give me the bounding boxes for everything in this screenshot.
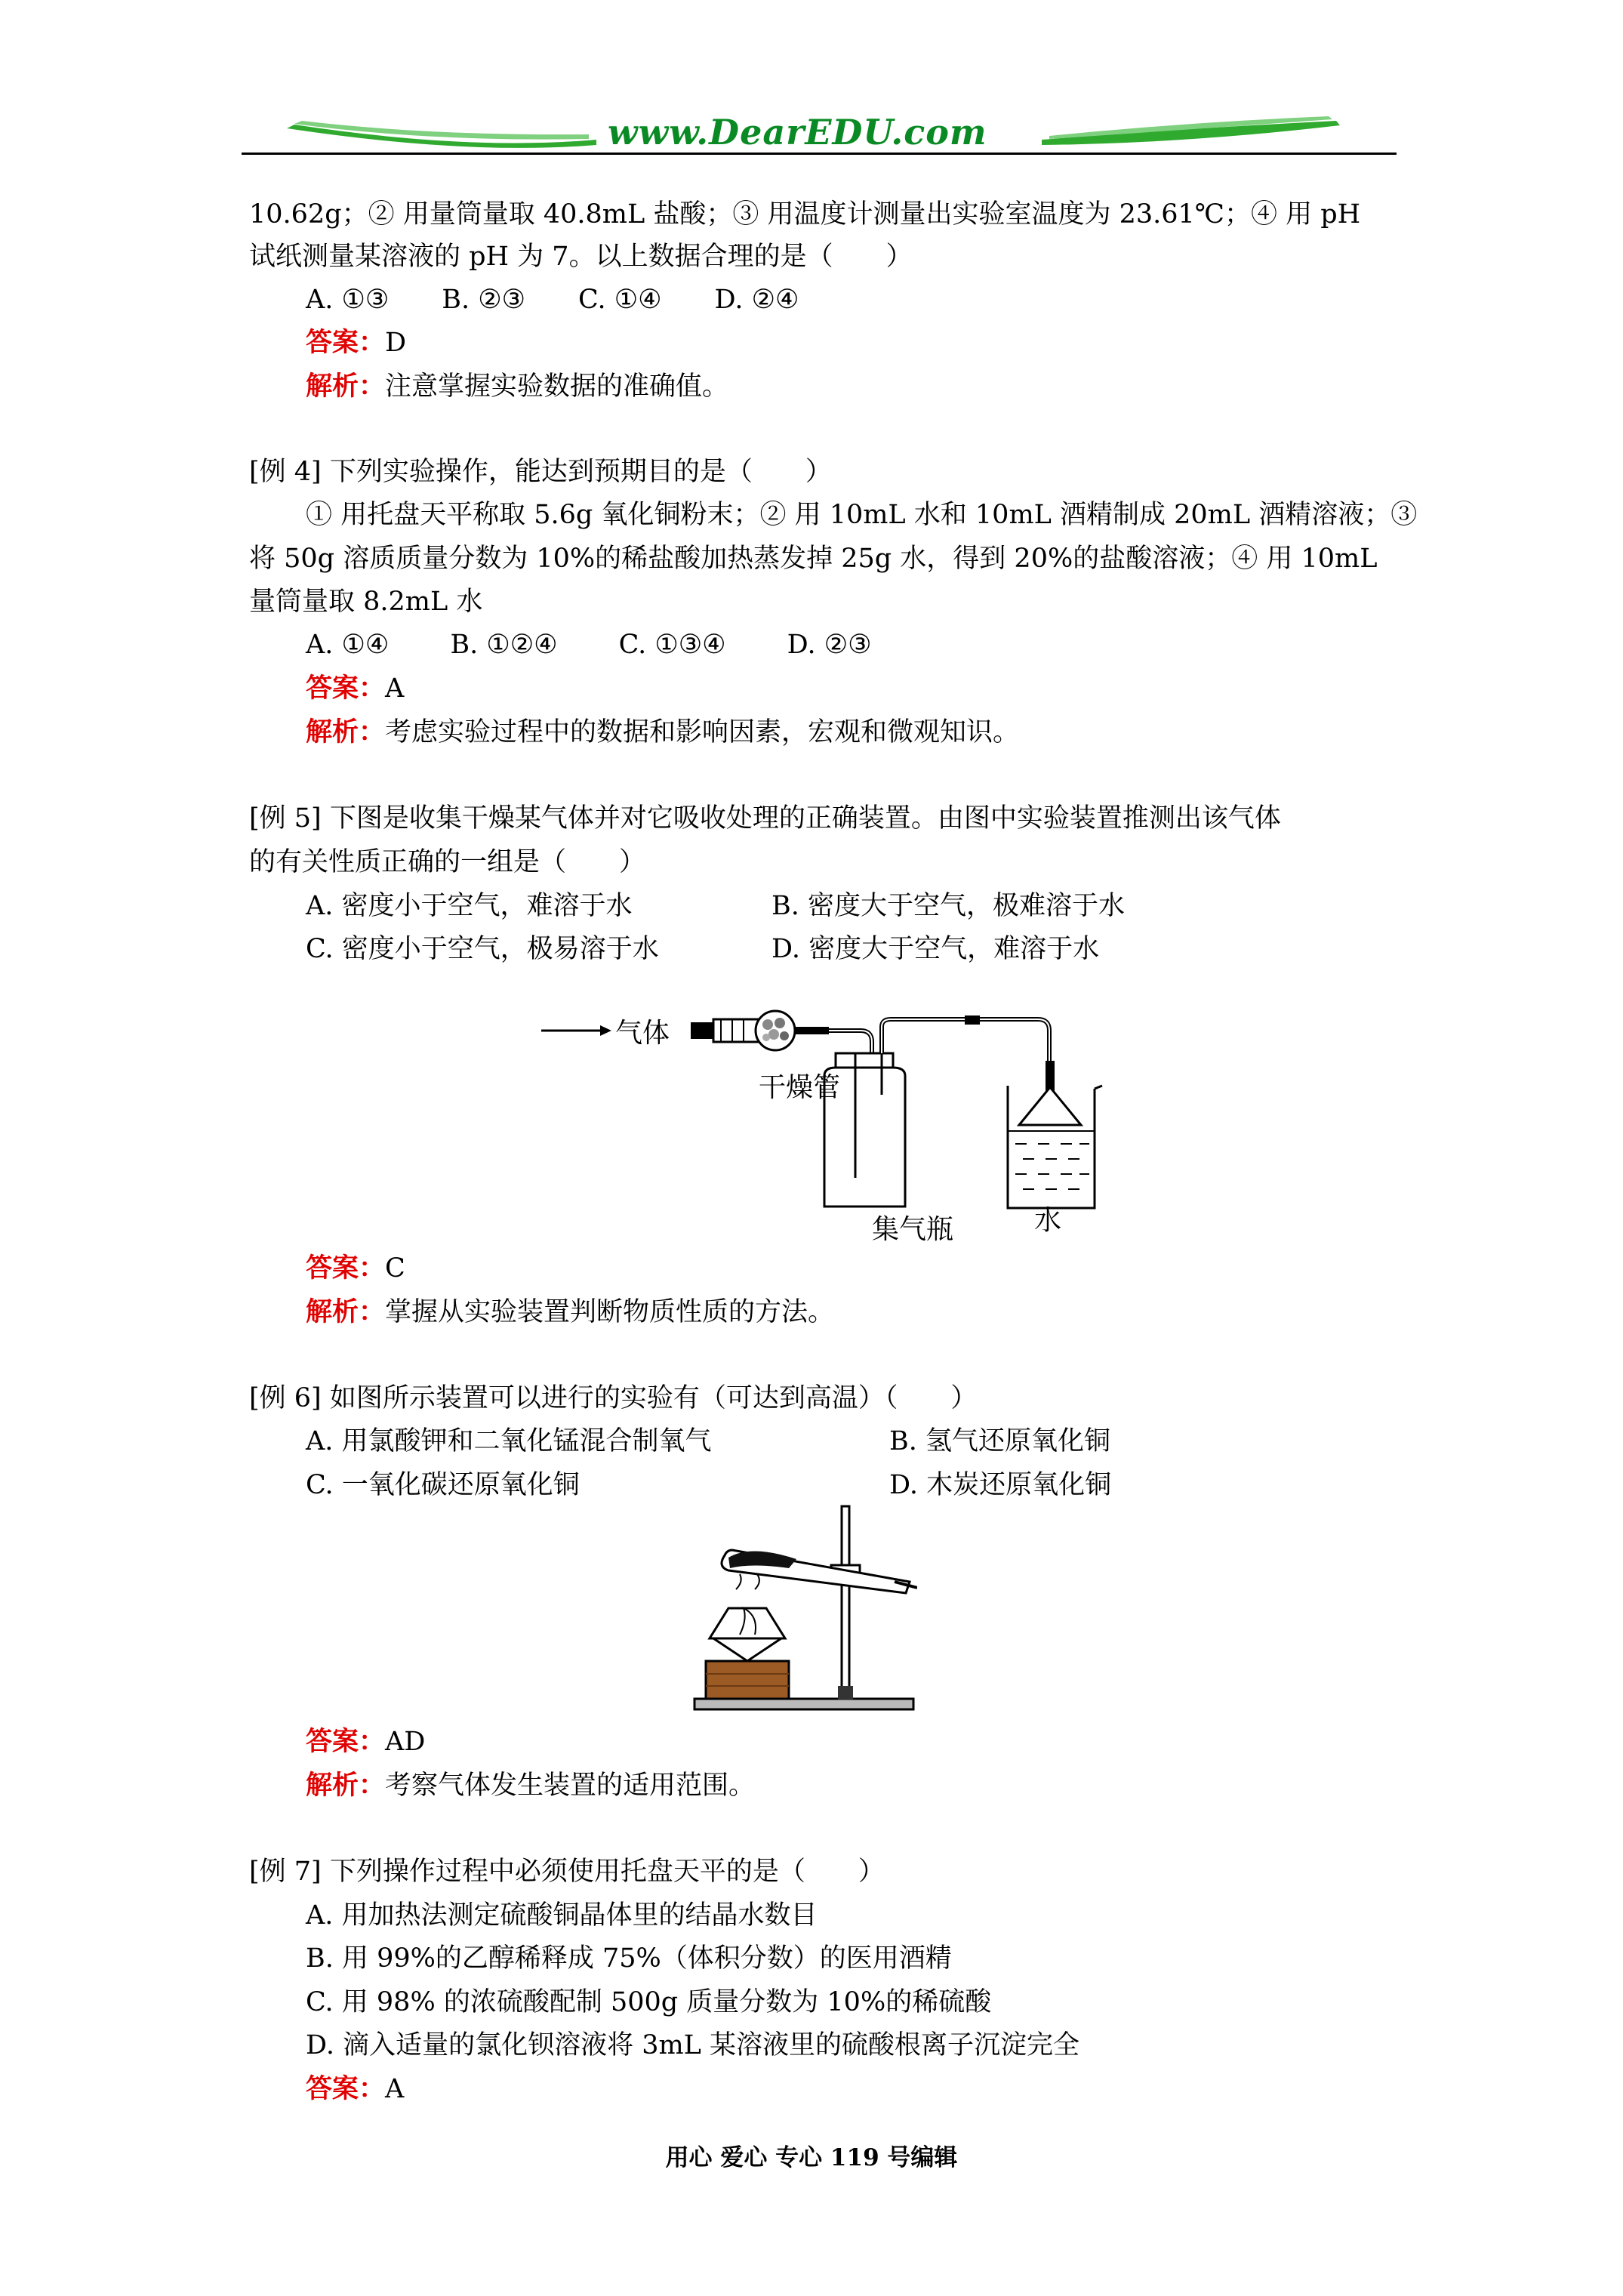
ex4-body-1: ① 用托盘天平称取 5.6g 氧化铜粉末；② 用 10mL 水和 10mL 酒精制成 20mL 酒精溶液；③ [306,500,1418,530]
answer-value: A [385,673,405,704]
fig-label-water: 水 [1034,1205,1062,1236]
ex5-title-2: 的有关性质正确的一组是（ ） [249,847,646,877]
ex5-apparatus-figure [540,989,1129,1246]
header-rule [242,153,1397,155]
analysis-label: 解析： [306,371,386,402]
ex5-analysis [306,1296,834,1329]
ex4-options: A. ①④ B. ①②④ C. ①③④ D. ②③ [306,630,872,660]
ex5-option-b: B. 密度大于空气，极难溶于水 [771,891,1125,921]
analysis-label: 解析： [306,1770,386,1801]
header-brand: www.DearEDU.com [608,112,987,153]
analysis-value: 考察气体发生装置的适用范围。 [385,1771,756,1801]
fig-label-drying-tube: 干燥管 [759,1072,841,1103]
analysis-label: 解析： [306,717,386,747]
ex6-title: [例 6] 如图所示装置可以进行的实验有（可达到高温）（ ） [249,1383,978,1413]
ex6-option-b: B. 氢气还原氧化铜 [889,1426,1110,1456]
answer-label: 答案： [306,327,386,358]
ex4-analysis [306,716,1019,749]
ex7-option-a: A. 用加热法测定硫酸铜晶体里的结晶水数目 [306,1900,818,1931]
ex6-answer [306,1725,425,1758]
ex4-body-2: 将 50g 溶质质量分数为 10%的稀盐酸加热蒸发掉 25g 水，得到 20%的盐酸溶液；④ 用 10mL [249,544,1378,574]
ex4-answer [306,672,404,705]
analysis-value: 注意掌握实验数据的准确值。 [385,371,729,402]
ex6-option-c: C. 一氧化碳还原氧化铜 [306,1470,580,1500]
ex7-option-b: B. 用 99%的乙醇稀释成 75%（体积分数）的医用酒精 [306,1943,952,1974]
answer-value: AD [385,1727,426,1757]
analysis-value: 掌握从实验装置判断物质性质的方法。 [385,1297,835,1327]
ex6-heating-apparatus-figure [691,1499,917,1718]
ex5-title: [例 5] 下图是收集干燥某气体并对它吸收处理的正确装置。由图中实验装置推测出该气体 [249,803,1281,834]
ex7-answer [306,2073,404,2106]
cont-options: A. ①③ B. ②③ C. ①④ D. ②④ [306,285,799,315]
cont-line-2: 试纸测量某溶液的 pH 为 7。以上数据合理的是（ ） [249,242,913,272]
ex6-option-d: D. 木炭还原氧化铜 [889,1470,1112,1500]
cont-line-1: 10.62g；② 用量筒量取 40.8mL 盐酸；③ 用温度计测量出实验室温度为 23.61℃；④ 用 pH [249,199,1361,230]
analysis-value: 考虑实验过程中的数据和影响因素，宏观和微观知识。 [385,717,1020,747]
ex5-option-d: D. 密度大于空气，难溶于水 [771,934,1100,964]
ex4-title: [例 4] 下列实验操作，能达到预期目的是（ ） [249,457,832,487]
answer-label: 答案： [306,1253,386,1284]
fig-label-bottle: 集气瓶 [872,1214,954,1245]
analysis-label: 解析： [306,1296,386,1327]
cont-analysis [306,370,728,403]
answer-label: 答案： [306,2073,386,2104]
ex6-option-a: A. 用氯酸钾和二氧化锰混合制氧气 [306,1426,712,1456]
ex5-answer [306,1252,405,1285]
answer-value: A [385,2074,405,2104]
answer-value: D [385,328,407,358]
ex7-title: [例 7] 下列操作过程中必须使用托盘天平的是（ ） [249,1857,885,1887]
ex5-option-c: C. 密度小于空气，极易溶于水 [306,934,659,964]
cont-answer [306,326,406,359]
answer-label: 答案： [306,1726,386,1757]
answer-value: C [385,1253,405,1284]
ex4-body-3: 量筒量取 8.2mL 水 [249,587,483,617]
ex6-analysis [306,1769,755,1802]
ex7-option-c: C. 用 98% 的浓硫酸配制 500g 质量分数为 10%的稀硫酸 [306,1987,992,2017]
ex7-option-d: D. 滴入适量的氯化钡溶液将 3mL 某溶液里的硫酸根离子沉淀完全 [306,2030,1080,2060]
page-footer: 用心 爱心 专心 119 号编辑 [665,2144,958,2171]
ex5-option-a: A. 密度小于空气，难溶于水 [306,891,633,921]
heating-apparatus-drawing [691,1499,917,1718]
answer-label: 答案： [306,673,386,704]
fig-label-gas: 气体 [615,1018,670,1049]
